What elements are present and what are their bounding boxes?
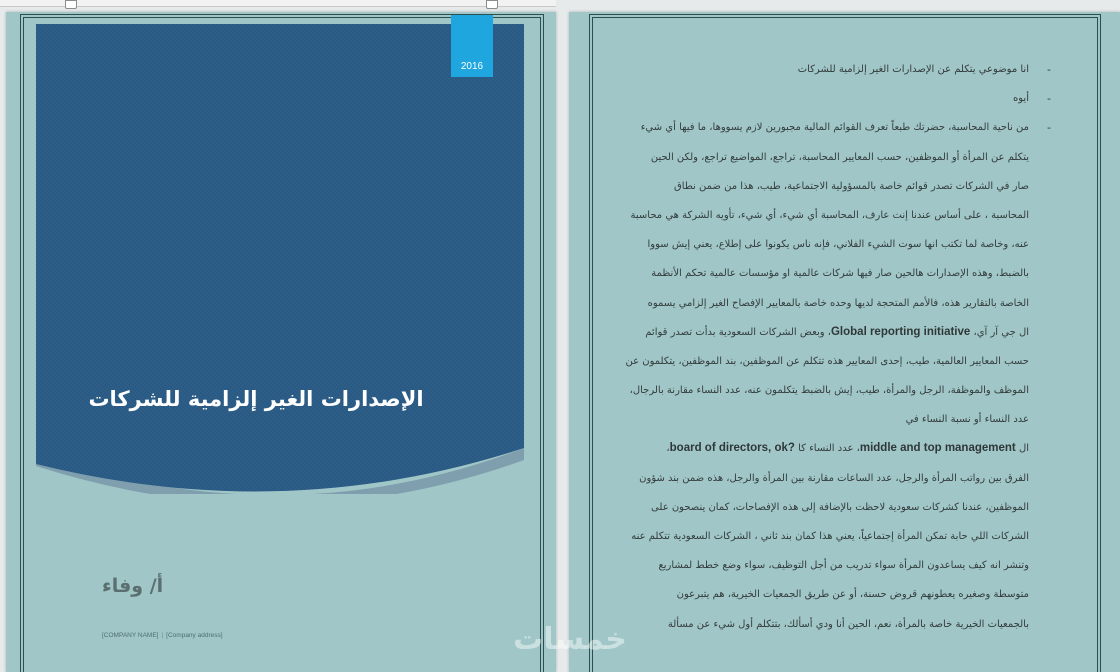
paragraph-line[interactable]: ال middle and top management، عدد النساء كا board of directors, ok?، xyxy=(666,442,1029,455)
list-dash: - xyxy=(1047,121,1051,135)
cover-panel-fill xyxy=(36,24,524,491)
body-text[interactable] xyxy=(624,55,1051,639)
paragraph-line[interactable]: عدد النساء أو نسبة النساء في xyxy=(905,414,1029,426)
paragraph-line[interactable]: - من ناحية المحاسبة، حضرتك طبعاً تعرف القوائم المالية مجبورين لازم يسووها، ما فيها أي شيء xyxy=(624,113,1029,142)
paragraph-line[interactable]: صار في الشركات تصدر قوائم خاصة بالمسؤولية الاجتماعية، طيب، هذا من ضمن نطاق xyxy=(674,180,1029,192)
company-separator: | xyxy=(161,632,164,639)
company-name[interactable]: [COMPANY NAME] xyxy=(102,632,159,639)
ruler-left-indent-marker[interactable] xyxy=(65,0,77,9)
management-term: middle and top management xyxy=(859,442,1016,455)
content-page xyxy=(569,12,1120,672)
cover-author[interactable]: أ/ وفاء xyxy=(102,575,164,597)
list-dash: - xyxy=(1047,92,1051,106)
ruler-right-indent-marker[interactable] xyxy=(486,0,498,9)
horizontal-ruler[interactable] xyxy=(0,0,556,7)
paragraph-line[interactable]: - أيوه xyxy=(624,84,1029,113)
paragraph-line[interactable]: متوسطة وصغيره يعطونهم قروض حسنة، أو عن طريق الجمعيات الخيرية، هم يتبرعون xyxy=(676,589,1029,601)
paragraph-line[interactable]: بالضبط، وهذه الإصدارات هالحين صار فيها شركات عالمية او مؤسسات عالمية تحكم الأنظمة xyxy=(651,268,1029,280)
paragraph-line[interactable]: الفرق بين رواتب المرأة والرجل، عدد الساعات مقارنة بين المرأة والرجل، هذه ضمن بند شؤون xyxy=(639,472,1029,484)
paragraph-line[interactable]: ال جي آر آي، Global reporting initiative، وبعض الشركات السعودية بدأت تصدر قوائم xyxy=(645,325,1029,338)
cover-page xyxy=(6,12,556,672)
paragraph-line[interactable]: عنه، وخاصة لما تكتب انها سوت الشيء الفلاني، فإنه ناس يكونوا على إطلاع، يعني إيش سووا xyxy=(647,239,1029,251)
company-address[interactable]: [Company address] xyxy=(166,632,223,639)
year-tab xyxy=(451,15,493,77)
watermark-logo: خمسات xyxy=(513,622,627,657)
company-info[interactable] xyxy=(102,632,302,639)
paragraph-line[interactable]: الموظفين، عندنا كشركات سعودية لاحظت بالإضافة إلى هذه الإفصاحات، كمان ينصحون على xyxy=(651,501,1029,513)
cover-year: 2016 xyxy=(460,61,484,72)
cover-title-panel xyxy=(36,24,524,494)
paragraph-line[interactable]: الخاصة بالتقارير هذه، فالأمم المتحجة لديها وحده خاصة بالمعايير الإفصاح الغير إلزامي يسموه xyxy=(647,297,1029,309)
board-term: board of directors, ok? xyxy=(669,442,795,455)
gri-term: Global reporting initiative xyxy=(830,325,971,338)
paragraph-line[interactable]: حسب المعايير العالمية، طيب، إحدى المعايير هذه تتكلم عن الموظفين، بند الموظفين، يتكلمون عن xyxy=(625,355,1029,367)
paragraph-line[interactable]: الشركات اللي حابة تمكن المرأة إجتماعياً، يعني هذا كمان بند ثاني ، الشركات السعودية تتكلم عنه xyxy=(631,531,1029,542)
paragraph-line[interactable]: وتنشر انه كيف يساعدون المرأة سواء تدريب من أجل التوظيف، سواء وضع خطط لمشاريع xyxy=(658,560,1029,572)
paragraph-line[interactable]: - انا موضوعي يتكلم عن الإصدارات الغير إلزامية للشركات xyxy=(624,55,1029,84)
paragraph-line[interactable]: بالجمعيات الخيرية خاصة بالمرأة، نعم، الحين أنا ودي أسألك، بتتكلم أول شيء عن مسألة xyxy=(667,618,1029,630)
cover-title[interactable]: الإصدارات الغير إلزامية للشركات xyxy=(88,387,424,411)
paragraph-line[interactable]: يتكلم عن المرأة أو الموظفين، حسب المعايير المحاسبة، تراجع، المواضيع تراجع، ولكن الحين xyxy=(650,151,1029,163)
paragraph-line[interactable]: الموظف والموظفة، الرجل والمرأة، طيب، إيش بالضبط يتكلمون عنه، عدد النساء مقارنة بالرجال، xyxy=(629,385,1029,397)
paragraph-line[interactable]: المحاسبة ، على أساس عندنا إنت عارف، المحاسبة أي شيء، أي شيء، تأويه الشركة هي محاسبة xyxy=(630,209,1029,221)
list-dash: - xyxy=(1047,63,1051,76)
